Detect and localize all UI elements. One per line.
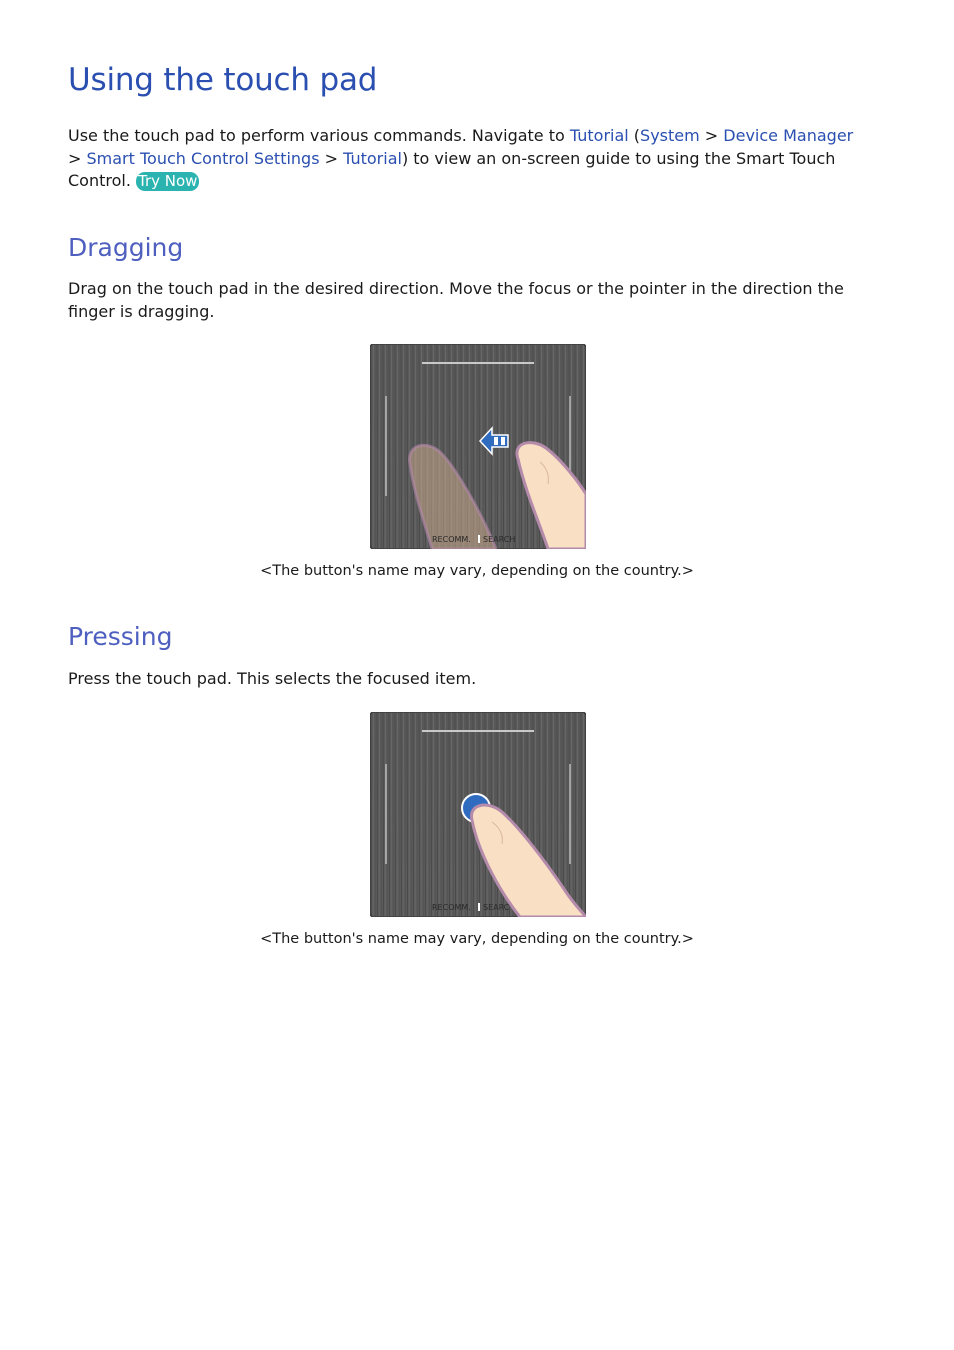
section-heading-pressing: Pressing: [68, 622, 173, 651]
breadcrumb-separator: >: [319, 148, 344, 168]
pressing-illustration: [370, 712, 586, 917]
pad-label-recomm: RECOMM.: [432, 903, 471, 912]
try-now-button[interactable]: Try Now: [138, 172, 198, 191]
pad-label-search: SEARC: [483, 903, 510, 912]
touchpad-press-svg: [370, 712, 586, 917]
dragging-paragraph: Drag on the touch pad in the desired direction. Move the focus or the pointer in the direction the finger is dragging.: [68, 279, 844, 321]
breadcrumb-separator: >: [68, 148, 87, 168]
link-system[interactable]: System: [640, 126, 700, 145]
pressing-paragraph: Press the touch pad. This selects the focused item.: [68, 669, 477, 688]
intro-text-1: Use the touch pad to perform various commands. Navigate to: [68, 126, 570, 145]
link-smart-touch-control-settings[interactable]: Smart Touch Control Settings: [86, 148, 320, 168]
pressing-caption: <The button's name may vary, depending on the country.>: [260, 931, 694, 947]
pad-label-recomm: RECOMM.: [432, 535, 471, 544]
section-heading-dragging: Dragging: [68, 233, 184, 262]
link-tutorial-2[interactable]: Tutorial: [343, 148, 402, 168]
intro-text-3: ) to view an on-screen guide to using the Smart Touch Control.: [68, 148, 836, 191]
intro-text-2: (: [628, 126, 641, 145]
breadcrumb-separator: >: [699, 126, 724, 145]
dragging-illustration: [370, 344, 586, 549]
link-tutorial[interactable]: Tutorial: [569, 126, 629, 145]
intro-paragraph: [68, 125, 868, 193]
link-device-manager[interactable]: Device Manager: [723, 126, 854, 145]
dragging-caption: <The button's name may vary, depending on the country.>: [260, 563, 694, 579]
pad-label-search: SEARCH: [483, 535, 516, 544]
touchpad-drag-svg: [370, 344, 586, 549]
page-title: Using the touch pad: [68, 62, 378, 98]
